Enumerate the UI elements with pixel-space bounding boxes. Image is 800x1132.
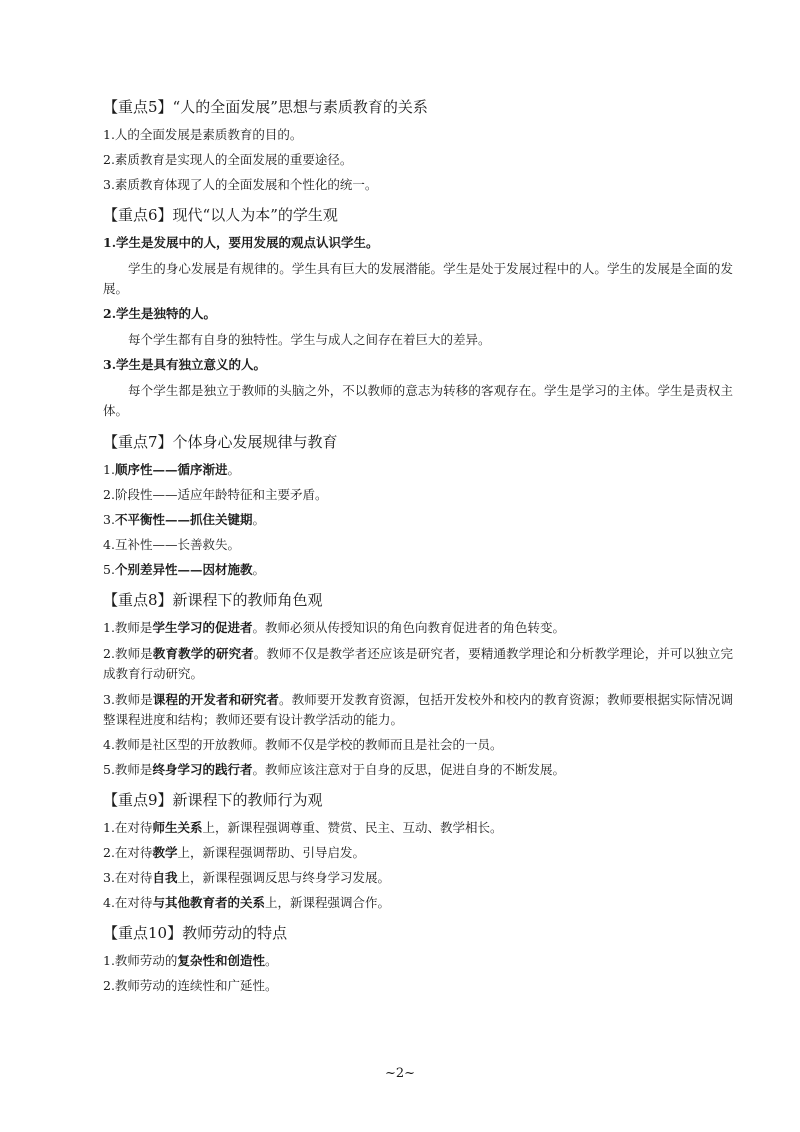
paragraph: 每个学生都有自身的独特性。学生与成人之间存在着巨大的差异。: [128, 332, 491, 347]
list-item-lead: 5.教师是: [103, 762, 153, 777]
list-item-number: 3.: [103, 512, 115, 527]
list-item-lead: 3.在对待: [103, 870, 153, 885]
section-heading: [103, 431, 733, 453]
list-item-tail: 。: [227, 537, 240, 552]
list-item-bold: 顺序性——循序渐进: [114, 462, 228, 477]
list-item-tail: 。: [314, 487, 328, 502]
section-title: “人的全面发展”思想与素质教育的关系: [172, 98, 428, 116]
list-item-lead: 1.教师劳动的: [103, 953, 178, 968]
section-tag: 【重点8】: [103, 591, 173, 609]
list-item: [103, 619, 733, 637]
section-key-point-6: [103, 204, 733, 421]
list-item: [103, 486, 733, 504]
section-heading: [103, 589, 733, 611]
list-item: [103, 536, 733, 554]
list-item-bold: 个别差异性——因材施教: [114, 562, 253, 577]
list-item-tail: 。教师不仅是学校的教师而且是社会的一员。: [252, 737, 503, 752]
list-item: [103, 561, 733, 579]
section-key-point-9: [103, 789, 733, 912]
list-item-bold: 终身学习的践行者: [152, 762, 253, 777]
list-item-text: 连续性和广延性: [177, 978, 265, 993]
list-item-tail: 。教师必须从传授知识的角色向教育促进者的角色转变。: [252, 620, 565, 635]
list-item-bold: 1.学生是发展中的人，要用发展的观点认识学生。: [103, 235, 379, 250]
list-item-bold: 师生关系: [152, 820, 203, 835]
list-item-lead: 2.教师劳动的: [103, 978, 178, 993]
list-item: 1.人的全面发展是素质教育的目的。: [103, 127, 303, 142]
list-item: [103, 869, 733, 887]
list-item-number: 2.: [103, 487, 115, 502]
list-item-bold: 3.学生是具有独立意义的人。: [103, 357, 267, 372]
list-item-lead: 1.在对待: [103, 820, 153, 835]
list-item-tail: 。: [252, 512, 265, 527]
list-item-bold: 复杂性和创造性: [177, 953, 265, 968]
section-heading: [103, 789, 733, 811]
paragraph: 每个学生都是独立于教师的头脑之外，不以教师的意志为转移的客观存在。学生是学习的主体。学生是责权主体。: [103, 383, 733, 418]
section-key-point-10: [103, 922, 733, 995]
list-item-bold: 2.学生是独特的人。: [103, 306, 217, 321]
section-tag: 【重点7】: [103, 433, 173, 451]
list-item-tail: 。: [264, 978, 278, 993]
section-title: 教师劳动的特点: [182, 924, 288, 942]
list-item: [103, 305, 733, 323]
list-item: 2.素质教育是实现人的全面发展的重要途径。: [103, 152, 353, 167]
list-item: [103, 977, 733, 995]
section-key-point-5: [103, 96, 733, 194]
list-item-tail: 。: [252, 562, 265, 577]
list-item: [103, 356, 733, 374]
list-item-bold: 教育教学的研究者: [152, 646, 254, 661]
list-item-tail: 上，新课程强调合作。: [264, 895, 390, 910]
section-tag: 【重点10】: [103, 924, 183, 942]
list-item: [103, 461, 733, 479]
list-item-lead: 3.教师是: [103, 692, 153, 707]
list-item-lead: 1.教师是: [103, 620, 153, 635]
page-number: ~2~: [384, 1066, 416, 1081]
section-key-point-8: [103, 589, 733, 779]
list-item-tail: 。: [264, 953, 278, 968]
list-item: [103, 761, 733, 779]
list-item: [103, 844, 733, 862]
list-item-lead: 4.在对待: [103, 895, 153, 910]
list-item-tail: 上，新课程强调尊重、赞赏、民主、互动、教学相长。: [202, 820, 503, 835]
list-item-bold: 不平衡性——抓住关键期: [114, 512, 253, 527]
list-item-tail: 。: [227, 462, 240, 477]
list-item: [103, 952, 733, 970]
list-item: [103, 234, 733, 252]
list-item-bold: 学生学习的促进者: [152, 620, 253, 635]
list-item: [103, 690, 733, 730]
list-item-lead: 2.在对待: [103, 845, 153, 860]
list-item-tail: 。教师应该注意对于自身的反思，促进自身的不断发展。: [252, 762, 565, 777]
list-item: [103, 511, 733, 529]
section-tag: 【重点6】: [103, 206, 173, 224]
section-key-point-7: [103, 431, 733, 579]
list-item-lead: 4.教师是: [103, 737, 153, 752]
section-title: 新课程下的教师行为观: [172, 791, 323, 809]
document-content: [103, 96, 733, 1005]
list-item-lead: 2.教师是: [103, 646, 153, 661]
list-item: [103, 819, 733, 837]
list-item-tail: 。教师不仅是教学者还应该是研究者，要精通教学理论和分析教学理论，并可以独立完成教育行动研究。: [103, 646, 733, 681]
list-item: 3.素质教育体现了人的全面发展和个性化的统一。: [103, 177, 378, 192]
section-tag: 【重点5】: [103, 98, 173, 116]
section-heading: [103, 922, 733, 944]
list-item-bold: 与其他教育者的关系: [152, 895, 265, 910]
list-item: [103, 644, 733, 684]
list-item-number: 5.: [103, 562, 115, 577]
paragraph: 学生的身心发展是有规律的。学生具有巨大的发展潜能。学生是处于发展过程中的人。学生的发展是全面的发展。: [103, 261, 733, 296]
list-item-bold: 教学: [152, 845, 178, 860]
list-item-number: 4.: [103, 537, 115, 552]
list-item: [103, 894, 733, 912]
section-heading: [103, 96, 733, 118]
section-title: 新课程下的教师角色观: [172, 591, 323, 609]
section-title: 个体身心发展规律与教育: [172, 433, 338, 451]
list-item-text: 阶段性——适应年龄特征和主要矛盾: [114, 487, 315, 502]
section-tag: 【重点9】: [103, 791, 173, 809]
list-item-text: 社区型的开放教师: [152, 737, 253, 752]
section-title: 现代“以人为本”的学生观: [172, 206, 338, 224]
list-item-text: 互补性——长善救失: [114, 537, 228, 552]
list-item-bold: 自我: [152, 870, 178, 885]
list-item-bold: 课程的开发者和研究者: [152, 692, 280, 707]
section-heading: [103, 204, 733, 226]
list-item: [103, 736, 733, 754]
list-item-number: 1.: [103, 462, 115, 477]
list-item-tail: 上，新课程强调帮助、引导启发。: [177, 845, 365, 860]
list-item-tail: 。教师要开发教育资源，包括开发校外和校内的教育资源；教师要根据实际情况调整课程进度和结构；教师还要有设计教学活动的能力。: [103, 692, 733, 727]
list-item-tail: 上，新课程强调反思与终身学习发展。: [177, 870, 390, 885]
